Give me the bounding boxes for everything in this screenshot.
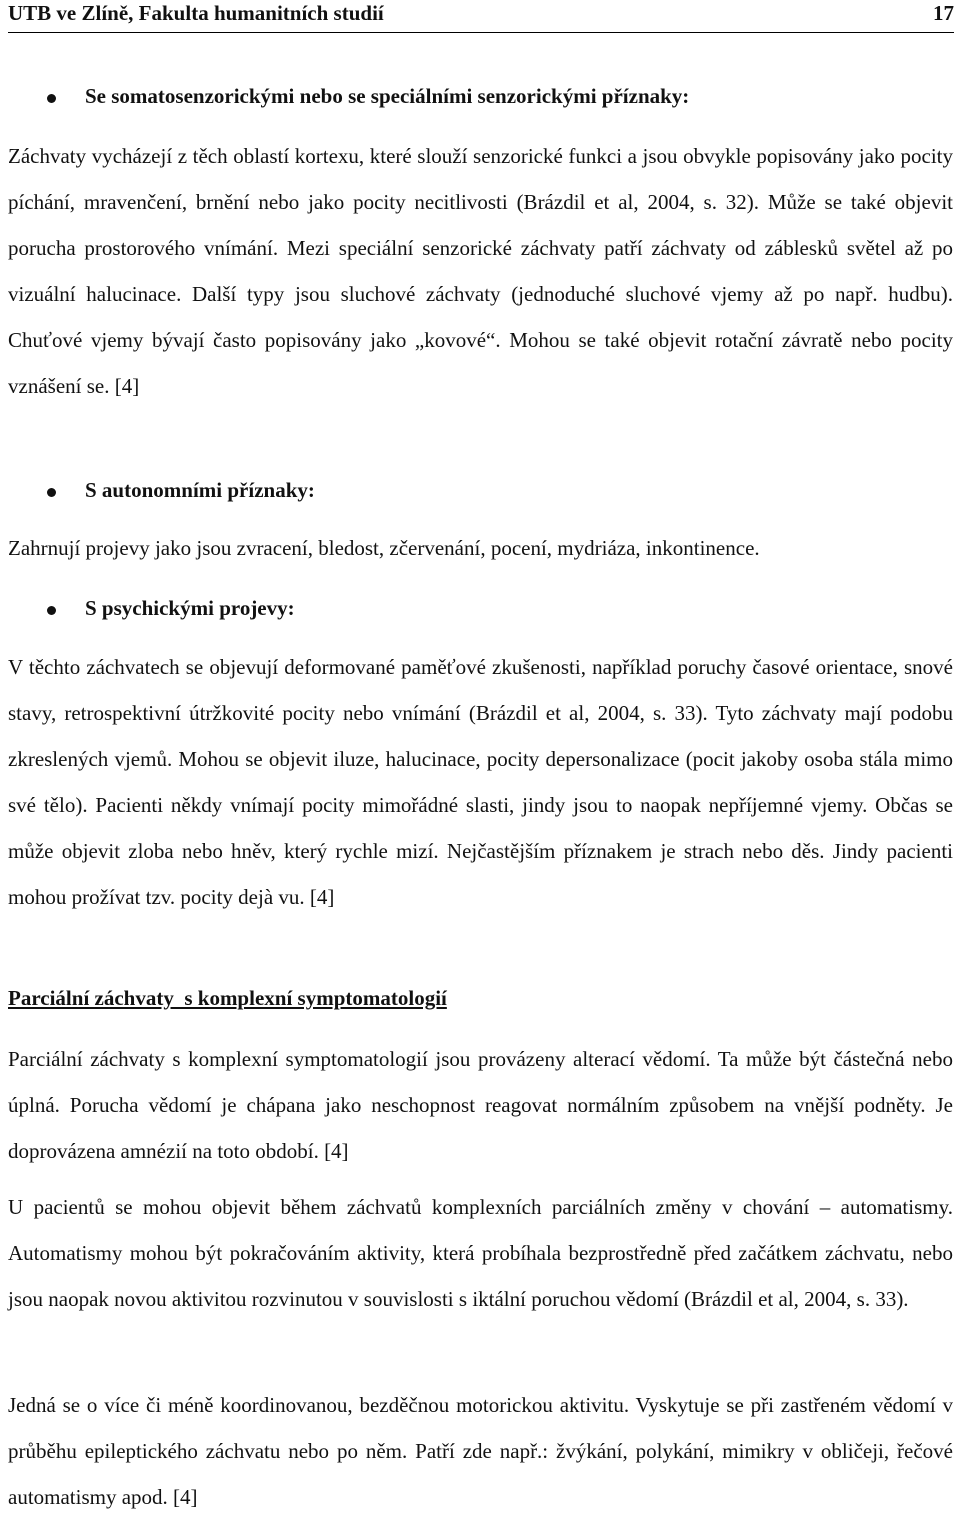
page-number: 17 <box>933 1 954 25</box>
paragraph-complex-1: Parciální záchvaty s komplexní symptomatologií jsou provázeny alterací vědomí. Ta může být částečná nebo úplná. Porucha vědomí je chápana jako neschopnost reagovat normálním způsobem na vnější podněty. Je doprovázena amnézií na toto období. [4] <box>8 1047 953 1163</box>
paragraph-somatosensory: Záchvaty vycházejí z těch oblastí kortexu, které slouží senzorické funkci a jsou obvykle popisovány jako pocity píchání, mravenčení, brnění nebo jako pocity necitlivosti (Brázdil et al, 2004, s. 32). Může se také objevit porucha prostorového vnímání. Mezi speciální senzorické záchvaty patří záchvaty od záblesků světel až po vizuální halucinace. Další typy jsou sluchové záchvaty (jednoduché sluchové vjemy až po např. hudbu). Chuťové vjemy bývají často popisovány jako „kovové“. Mohou se také objevit rotační závratě nebo pocity vznášení se. [4] <box>8 144 953 398</box>
paragraph-psychic: V těchto záchvatech se objevují deformované paměťové zkušenosti, například poruchy časové orientace, snové stavy, retrospektivní útržkovité pocity nebo vnímání (Brázdil et al, 2004, s. 33). Tyto záchvaty mají podobu zkreslených vjemů. Mohou se objevit iluze, halucinace, pocity depersonalizace (pocit jakoby osoba stála mimo své tělo). Pacienti někdy vnímají pocity mimořádné slasti, jindy jsou to naopak nepříjemné vjemy. Občas se může objevit zloba nebo hněv, který rychle mizí. Nejčastějším příznakem je strach nebo děs. Jindy pacienti mohou prožívat tzv. pocity dejà vu. [4] <box>8 655 953 909</box>
bullet-icon <box>47 488 56 497</box>
paragraph-autonomic: Zahrnují projevy jako jsou zvracení, bledost, zčervenání, pocení, mydriáza, inkontinence. <box>8 536 760 560</box>
paragraph-complex-2: U pacientů se mohou objevit během záchvatů komplexních parciálních změny v chování – automatismy. Automatismy mohou být pokračováním aktivity, která probíhala bezprostředně před začátkem záchvatu, nebo jsou naopak novou aktivitou rozvinutou v souvislosti s iktální poruchou vědomí (Brázdil et al, 2004, s. 33). <box>8 1195 953 1311</box>
page-header <box>8 0 954 33</box>
heading-label: S autonomními příznaky: <box>85 478 315 502</box>
bullet-icon <box>47 94 56 103</box>
heading-label: S psychickými projevy: <box>85 596 295 620</box>
bullet-heading-psychic <box>0 596 960 626</box>
bullet-heading-autonomic <box>0 478 960 508</box>
heading-label: Se somatosenzorickými nebo se speciálními senzorickými příznaky: <box>85 84 690 108</box>
bullet-heading-somatosensory <box>0 84 960 114</box>
paragraph-complex-3: Jedná se o více či méně koordinovanou, bezděčnou motorickou aktivitu. Vyskytuje se při zastřeném vědomí v průběhu epileptického záchvatu nebo po něm. Patří zde např.: žvýkání, polykání, mimikry v obličeji, řečové automatismy apod. [4] <box>8 1393 953 1509</box>
document-title: UTB ve Zlíně, Fakulta humanitních studií <box>8 1 384 25</box>
bullet-icon <box>47 606 56 615</box>
section-title-complex: Parciální záchvaty s komplexní symptomatologií <box>8 986 447 1010</box>
